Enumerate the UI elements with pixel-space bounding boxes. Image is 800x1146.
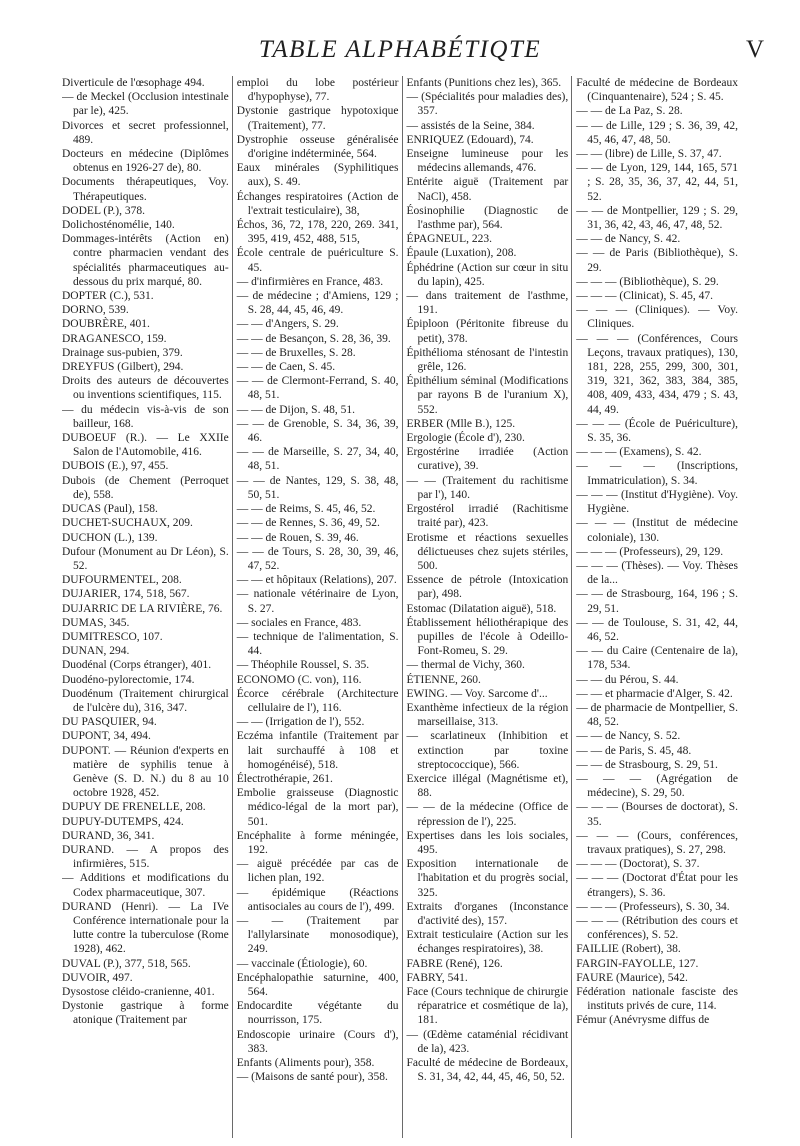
index-column-4 xyxy=(571,76,741,1138)
index-entry: École centrale de puériculture S. 45. xyxy=(236,247,399,274)
index-entry: Endocardite végétante du nourrisson, 175. xyxy=(236,1000,399,1027)
index-entry: — — de Rennes, S. 36, 49, 52. xyxy=(236,517,380,530)
index-column-3 xyxy=(402,76,572,1138)
index-entry: DU PASQUIER, 94. xyxy=(62,716,157,729)
index-entry: — — de Paris (Bibliothèque), S. 29. xyxy=(576,247,738,274)
index-entry: — (Maisons de santé pour), 358. xyxy=(236,1071,388,1084)
index-entry: DURAND. — A propos des infirmières, 515. xyxy=(62,843,229,871)
index-entry: — — de Reims, S. 45, 46, 52. xyxy=(236,503,376,516)
index-entry: Épaule (Luxation), 208. xyxy=(406,247,517,260)
index-entry: ÉPAGNEUL, 223. xyxy=(406,233,493,246)
index-entry: Duodéno-pylorectomie, 174. xyxy=(62,673,195,686)
index-entry: DUVOIR, 497. xyxy=(62,971,133,984)
index-entry: Extraits d'organes (Inconstance d'activité des), 157. xyxy=(406,900,569,927)
index-entry: — de pharmacie de Montpellier, S. 48, 52. xyxy=(576,701,738,729)
index-entry: — — — (Doctorat d'État pour les étrangers), S. 36. xyxy=(576,872,738,899)
index-entry: Essence de pétrole (Intoxication par), 498. xyxy=(406,574,569,601)
index-entry: Fémur (Anévrysme diffus de xyxy=(576,1014,710,1027)
index-entry: Éphédrine (Action sur cœur in situ du lapin), 425. xyxy=(406,261,569,288)
index-entry: — — de Nancy, S. 42. xyxy=(576,233,681,246)
index-entry: Exanthème infectieux de la région marseillaise, 313. xyxy=(406,701,569,729)
index-entry: DREYFUS (Gilbert), 294. xyxy=(62,361,184,374)
index-entry: Erotisme et réactions sexuelles délictueuses chez sujets stériles, 500. xyxy=(406,531,569,572)
index-entry: — — du Caire (Centenaire de la), 178, 534. xyxy=(576,645,738,672)
index-entry: — — — (Examens), S. 42. xyxy=(576,446,702,459)
page-title: TABLE ALPHABÉTIQTE xyxy=(258,36,542,63)
index-entry: — de Meckel (Occlusion intestinale par le), 425. xyxy=(62,91,229,118)
index-entry: — nationale vétérinaire de Lyon, S. 27. xyxy=(236,588,399,615)
index-entry: — de médecine ; d'Amiens, 129 ; S. 28, 44, 45, 46, 49. xyxy=(236,290,399,317)
index-entry: DUCHET-SUCHAUX, 209. xyxy=(62,517,193,530)
index-entry: DUPONT, 34, 494. xyxy=(62,730,151,743)
index-entry: — — de Clermont-Ferrand, S. 40, 48, 51. xyxy=(236,375,399,402)
index-entry: Extrait testiculaire (Action sur les échanges respiratoires), 38. xyxy=(406,929,569,956)
index-entry: Épithélioma sténosant de l'intestin grêle, 126. xyxy=(406,346,569,374)
index-entry: Électrothérapie, 261. xyxy=(236,772,333,785)
index-entry: ENRIQUEZ (Edouard), 74. xyxy=(406,133,534,146)
index-entry: — — de Caen, S. 45. xyxy=(236,361,336,374)
index-entry: — — — (Agrégation de médecine), S. 29, 50. xyxy=(576,772,738,800)
index-entry: — — de Montpellier, 129 ; S. 29, 31, 36, 42, 43, 46, 47, 48, 52. xyxy=(576,204,738,232)
index-entry: Expertises dans les lois sociales, 495. xyxy=(406,829,569,856)
index-entry: — thermal de Vichy, 360. xyxy=(406,659,525,672)
index-entry: Docteurs en médecine (Diplômes obtenus en 1926-27 de), 80. xyxy=(62,148,229,175)
index-entry: — — de Rouen, S. 39, 46. xyxy=(236,531,359,544)
index-entry: DUCAS (Paul), 158. xyxy=(62,503,158,516)
index-entry: DUBOIS (E.), 97, 455. xyxy=(62,460,169,473)
index-entry: — — (Traitement par l'allylarsinate monosodique), 249. xyxy=(236,914,399,956)
index-entry: Entérite aiguë (Traitement par NaCl), 458. xyxy=(406,176,569,203)
index-entry: Enseigne lumineuse pour les médecins allemands, 476. xyxy=(406,148,569,175)
index-entry: Dufour (Monument au Dr Léon), S. 52. xyxy=(62,545,229,572)
index-entry: — assistés de la Seine, 384. xyxy=(406,119,535,132)
index-entry: — (Spécialités pour maladies des), 357. xyxy=(406,91,569,118)
index-entry: — scarlatineux (Inhibition et extinction par toxine streptococcique), 566. xyxy=(406,730,569,771)
index-entry: Enfants (Aliments pour), 358. xyxy=(236,1057,375,1070)
index-entry: Divorces et secret professionnel, 489. xyxy=(62,119,229,146)
index-entry: — — (Irrigation de l'), 552. xyxy=(236,716,365,729)
index-entry: Faculté de médecine de Bordeaux, S. 31, 34, 42, 44, 45, 46, 50, 52. xyxy=(406,1057,569,1084)
index-entry: DUVAL (P.), 377, 518, 565. xyxy=(62,957,191,970)
index-entry: — — de Strasbourg, 164, 196 ; S. 29, 51. xyxy=(576,588,738,615)
index-entry: — — — (Cliniques). — Voy. Cliniques. xyxy=(576,304,738,331)
index-entry: — Additions et modifications du Codex pharmaceutique, 307. xyxy=(62,872,229,899)
index-columns xyxy=(62,76,741,1138)
index-entry: — — — (Doctorat), S. 37. xyxy=(576,858,700,871)
index-column-2 xyxy=(232,76,402,1138)
index-entry: — — — (Institut de médecine coloniale), 130. xyxy=(576,517,738,544)
index-entry: — — — (Institut d'Hygiène). Voy. Hygiène. xyxy=(576,488,738,516)
index-entry: DRAGANESCO, 159. xyxy=(62,332,167,345)
index-entry: — — de Tours, S. 28, 30, 39, 46, 47, 52. xyxy=(236,545,399,572)
index-entry: — — du Pérou, S. 44. xyxy=(576,673,679,686)
index-entry: — sociales en France, 483. xyxy=(236,616,362,629)
index-entry: — — de Lille, 129 ; S. 36, 39, 42, 45, 46, 47, 48, 50. xyxy=(576,119,738,146)
index-entry: Droits des auteurs de découvertes ou inventions scientifiques, 115. xyxy=(62,375,229,402)
index-entry: ERBER (Mlle B.), 125. xyxy=(406,417,516,430)
index-entry: Épithélium séminal (Modifications par rayons B de l'uranium X), 552. xyxy=(406,375,569,416)
index-entry: — — de Grenoble, S. 34, 36, 39, 46. xyxy=(236,417,399,445)
index-entry: Enfants (Punitions chez les), 365. xyxy=(406,77,562,89)
index-entry: — — — (Bourses de doctorat), S. 35. xyxy=(576,801,738,828)
index-entry: Embolie graisseuse (Diagnostic médico-légal de la mort par), 501. xyxy=(236,787,399,828)
index-entry: — — — (Bibliothèque), S. 29. xyxy=(576,275,719,288)
index-entry: — épidémique (Réactions antisociales au cours de l'), 499. xyxy=(236,886,399,913)
index-entry: Ergostérol irradié (Rachitisme traité par), 423. xyxy=(406,503,569,530)
index-entry: DORNO, 539. xyxy=(62,304,129,317)
index-entry: Eaux minérales (Syphilitiques aux), S. 49. xyxy=(236,162,399,189)
index-entry: DOPTER (C.), 531. xyxy=(62,290,154,303)
index-entry: — — de Nancy, S. 52. xyxy=(576,730,681,743)
index-entry: DUMITRESCO, 107. xyxy=(62,630,163,643)
index-entry: — — — (École de Puériculture), S. 35, 36. xyxy=(576,417,738,445)
index-entry: Encéphalite à forme méningée, 192. xyxy=(236,829,399,856)
index-entry: — — — (Cours, conférences, travaux pratiques), S. 27, 298. xyxy=(576,829,738,856)
index-entry: — — — (Inscriptions, Immatriculation), S. 34. xyxy=(576,460,738,487)
index-entry: Dubois (de Chement (Perroquet de), 558. xyxy=(62,474,229,501)
index-entry: — — de Nantes, 129, S. 38, 48, 50, 51. xyxy=(236,474,399,501)
index-entry: Eczéma infantile (Traitement par lait surchauffé à 108 et homogénéisé), 518. xyxy=(236,730,399,771)
index-entry: ECONOMO (C. von), 116. xyxy=(236,673,362,686)
index-entry: Écorce cérébrale (Architecture cellulaire de l'), 116. xyxy=(236,687,399,714)
index-entry: DUMAS, 345. xyxy=(62,616,130,629)
index-entry: — — et hôpitaux (Relations), 207. xyxy=(236,574,397,587)
index-entry: — — (Traitement du rachitisme par l'), 140. xyxy=(406,474,569,501)
index-entry: Dolichosténomélie, 140. xyxy=(62,219,175,232)
index-entry: Duodénum (Traitement chirurgical de l'ulcère du), 316, 347. xyxy=(62,687,229,714)
index-entry: — — de Lyon, 129, 144, 165, 571 ; S. 28, 35, 36, 37, 42, 44, 51, 52. xyxy=(576,162,738,203)
index-entry: Dystonie gastrique hypotoxique (Traitement), 77. xyxy=(236,105,399,132)
index-entry: Diverticule de l'œsophage 494. xyxy=(62,77,205,89)
index-entry: — technique de l'alimentation, S. 44. xyxy=(236,630,399,658)
index-entry: FABRE (René), 126. xyxy=(406,957,503,970)
index-entry: — — d'Angers, S. 29. xyxy=(236,318,339,331)
page-header xyxy=(0,36,800,70)
index-entry: — aiguë précédée par cas de lichen plan, 192. xyxy=(236,858,399,885)
index-entry: Échanges respiratoires (Action de l'extrait testiculaire), 38, xyxy=(236,190,399,217)
index-entry: — — — (Conférences, Cours Leçons, travaux pratiques), 130, 181, 228, 255, 299, 300, 301, 319, 321, 362, 383, 384, 385, 408, 409, 433, 434, 479 ; S. 43, 44, 49. xyxy=(576,332,738,416)
index-entry: — — de Toulouse, S. 31, 42, 44, 46, 52. xyxy=(576,616,738,643)
index-entry: — — — (Thèses). — Voy. Thèses de la... xyxy=(576,559,738,587)
index-entry: — (Œdème cataménial récidivant de la), 423. xyxy=(406,1028,569,1055)
index-entry: — — de la médecine (Office de répression de l'), 225. xyxy=(406,801,569,828)
index-entry: FAILLIE (Robert), 38. xyxy=(576,943,681,956)
index-entry: Dommages-intérêts (Action en) contre pharmacien vendant des spécialités pharmaceutiques au-dessous du prix marqué, 80. xyxy=(62,233,229,288)
index-entry: Établissement héliothérapique des pupilles de l'école à Odeillo-Font-Romeu, S. 29. xyxy=(406,616,569,658)
index-entry: Épiploon (Péritonite fibreuse du petit), 378. xyxy=(406,318,569,345)
index-entry: Exposition internationale de l'habitation et du progrès social, 325. xyxy=(406,858,569,899)
index-entry: DUNAN, 294. xyxy=(62,645,130,658)
index-entry: — — — (Rétribution des cours et conférences), S. 52. xyxy=(576,914,738,942)
index-entry: Encéphalopathie saturnine, 400, 564. xyxy=(236,971,399,998)
index-entry: — du médecin vis-à-vis de son bailleur, 168. xyxy=(62,403,229,430)
index-entry: DUPUY-DUTEMPS, 424. xyxy=(62,815,184,828)
index-entry: — — de Paris, S. 45, 48. xyxy=(576,744,692,757)
page-number: V xyxy=(745,36,764,63)
index-entry: — — de Marseille, S. 27, 34, 40, 48, 51. xyxy=(236,446,399,473)
index-entry: Ergostérine irradiée (Action curative), 39. xyxy=(406,446,569,473)
index-entry: — — de La Paz, S. 28. xyxy=(576,105,683,118)
index-entry: DUFOURMENTEL, 208. xyxy=(62,574,182,587)
index-entry: Faculté de médecine de Bordeaux (Cinquantenaire), 524 ; S. 45. xyxy=(576,77,738,104)
index-entry: Ergologie (École d'), 230. xyxy=(406,432,525,445)
index-entry: Échos, 36, 72, 178, 220, 269. 341, 395, 419, 452, 488, 515, xyxy=(236,219,399,246)
index-entry: Éosinophilie (Diagnostic de l'asthme par), 564. xyxy=(406,204,569,232)
index-entry: — Théophile Roussel, S. 35. xyxy=(236,659,370,672)
index-entry: Estomac (Dilatation aiguë), 518. xyxy=(406,602,557,615)
index-entry: DOUBRÈRE, 401. xyxy=(62,318,150,331)
index-entry: FARGIN-FAYOLLE, 127. xyxy=(576,957,699,970)
index-entry: — d'infirmières en France, 483. xyxy=(236,275,384,288)
index-entry: Dystonie gastrique à forme atonique (Traitement par xyxy=(62,1000,229,1027)
index-entry: — vaccinale (Étiologie), 60. xyxy=(236,957,368,970)
index-entry: — — — (Clinicat), S. 45, 47. xyxy=(576,290,713,303)
index-entry: DURAND, 36, 341. xyxy=(62,829,155,842)
index-entry: DUJARRIC DE LA RIVIÈRE, 76. xyxy=(62,602,223,615)
index-entry: DUBOEUF (R.). — Le XXIIe Salon de l'Automobile, 416. xyxy=(62,432,229,459)
index-entry: emploi du lobe postérieur d'hypophyse), 77. xyxy=(236,77,399,104)
index-entry: — — de Besançon, S. 28, 36, 39. xyxy=(236,332,391,345)
index-entry: ÉTIENNE, 260. xyxy=(406,673,481,686)
index-entry: Dystrophie osseuse généralisée d'origine indéterminée, 564. xyxy=(236,133,399,161)
index-entry: Dysostose cléido-cranienne, 401. xyxy=(62,986,215,998)
index-entry: — — (libre) de Lille, S. 37, 47. xyxy=(576,148,722,161)
index-entry: Fédération nationale fasciste des instituts privés de cure, 114. xyxy=(576,986,738,1013)
index-entry: DUCHON (L.), 139. xyxy=(62,531,158,544)
index-entry: DODEL (P.), 378. xyxy=(62,204,145,217)
index-entry: Exercice illégal (Magnétisme et), 88. xyxy=(406,772,569,800)
index-entry: — dans traitement de l'asthme, 191. xyxy=(406,290,569,317)
index-entry: FAURE (Maurice), 542. xyxy=(576,971,688,984)
index-entry: Endoscopie urinaire (Cours d'), 383. xyxy=(236,1028,399,1055)
index-entry: EWING. — Voy. Sarcome d'... xyxy=(406,687,548,700)
index-entry: DUPONT. — Réunion d'experts en matière de syphilis tenue à Genève (S. D. N.) du 8 au 10 octobre 1928, 452. xyxy=(62,744,229,800)
index-entry: FABRY, 541. xyxy=(406,971,468,984)
index-entry: — — de Strasbourg, S. 29, 51. xyxy=(576,758,718,771)
index-entry: DURAND (Henri). — La IVe Conférence internationale pour la lutte contre la tuberculose (Rome 1928), 462. xyxy=(62,900,229,956)
index-entry: Documents thérapeutiques, Voy. Thérapeutiques. xyxy=(62,176,229,203)
index-entry: — — — (Professeurs), 29, 129. xyxy=(576,545,724,558)
index-entry: — — de Dijon, S. 48, 51. xyxy=(236,403,355,416)
index-entry: DUJARIER, 174, 518, 567. xyxy=(62,588,190,601)
index-column-1 xyxy=(62,76,232,1138)
index-entry: — — et pharmacie d'Alger, S. 42. xyxy=(576,687,733,700)
index-entry: — — de Bruxelles, S. 28. xyxy=(236,346,356,359)
index-entry: Face (Cours technique de chirurgie réparatrice et cosmétique de la), 181. xyxy=(406,986,569,1027)
index-entry: DUPUY DE FRENELLE, 208. xyxy=(62,801,206,814)
index-entry: — — — (Professeurs), S. 30, 34. xyxy=(576,900,730,913)
index-entry: Duodénal (Corps étranger), 401. xyxy=(62,659,212,672)
index-entry: Drainage sus-pubien, 379. xyxy=(62,346,183,359)
